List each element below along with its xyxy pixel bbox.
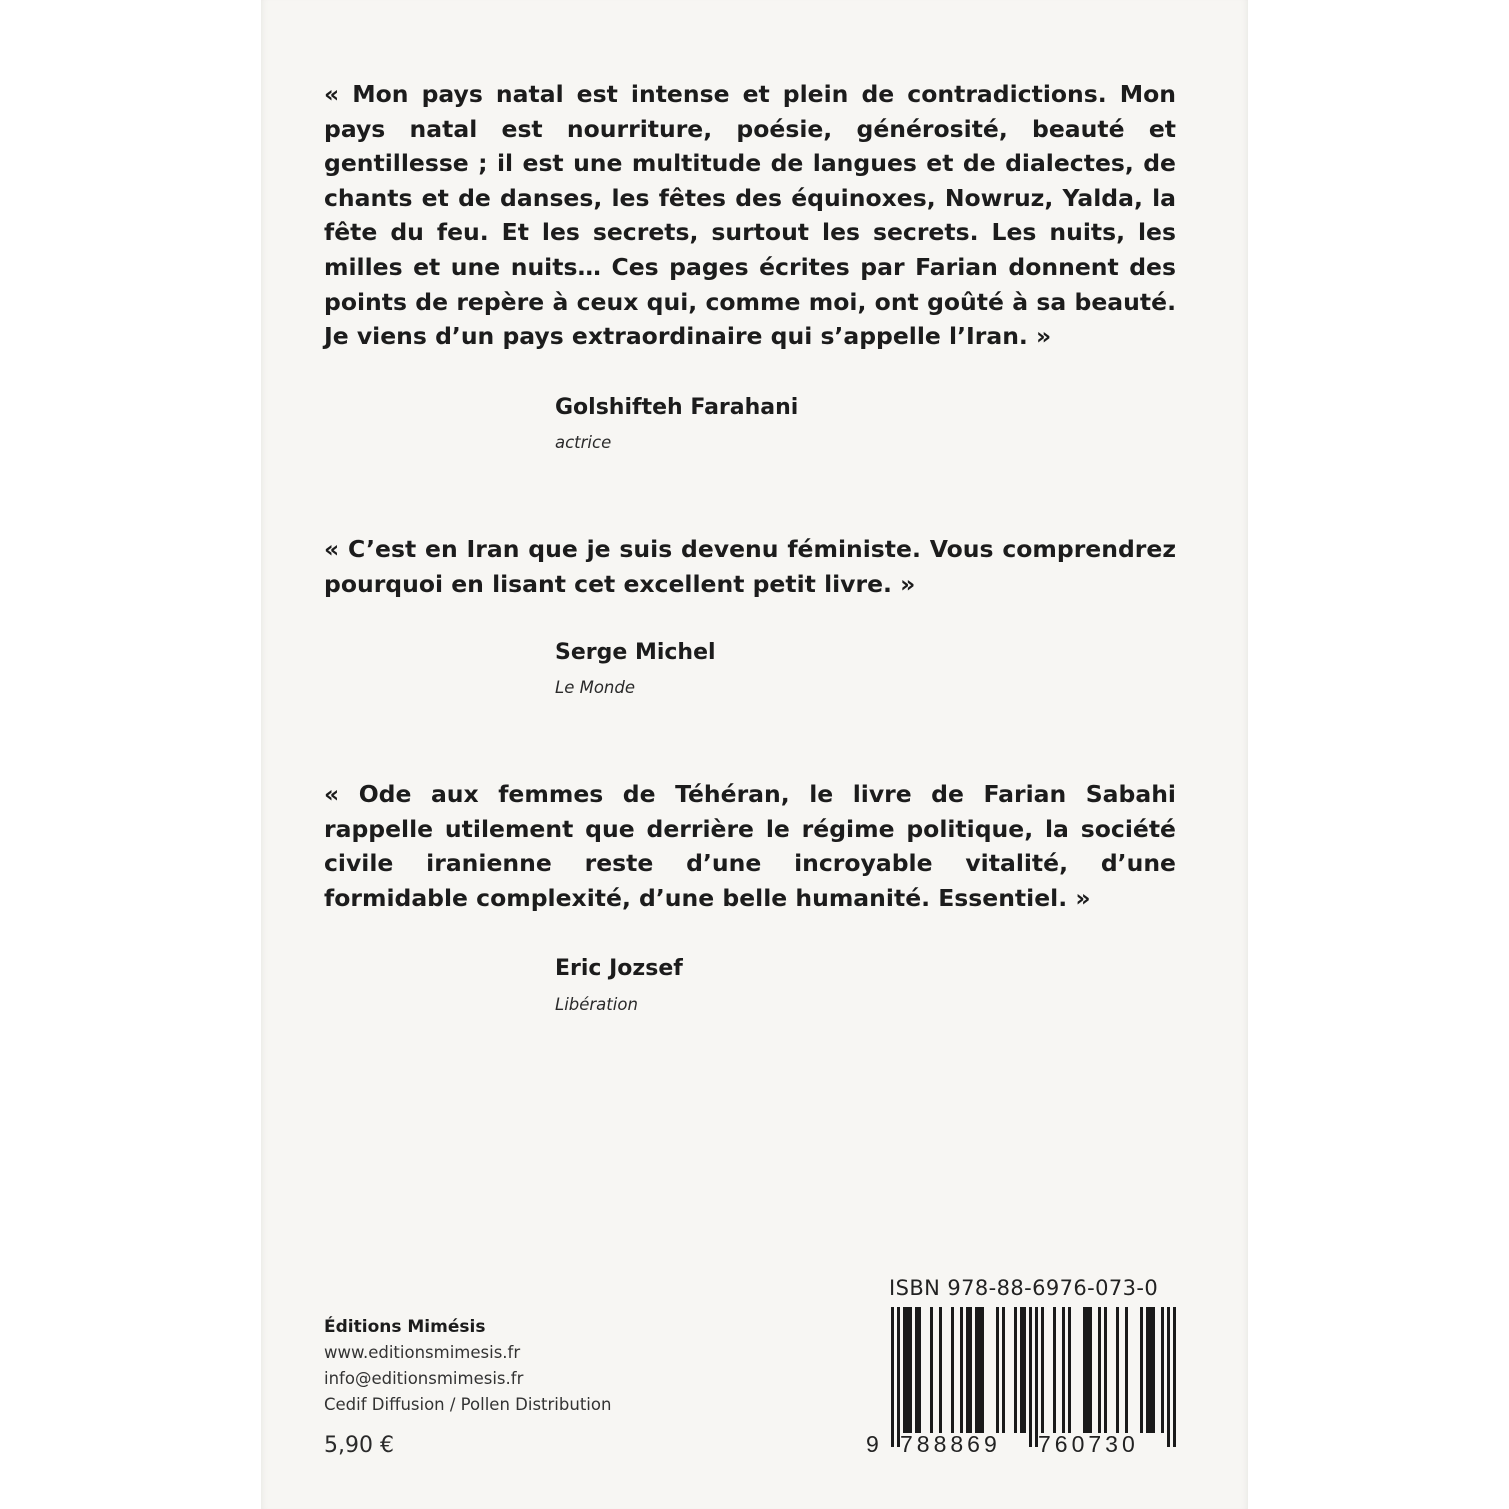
- barcode-bar: [909, 1307, 912, 1433]
- barcode-bar: [1020, 1307, 1023, 1433]
- barcode-bar: [981, 1307, 984, 1433]
- quote-author: Eric Jozsef: [555, 956, 683, 981]
- barcode-bar: [1104, 1307, 1107, 1433]
- publisher-distribution: Cedif Diffusion / Pollen Distribution: [324, 1395, 612, 1414]
- quote-source: Le Monde: [555, 678, 636, 697]
- barcode-bar: [1167, 1307, 1170, 1447]
- quote-jozsef: « Ode aux femmes de Téhéran, le livre de Farian Sabahi rappelle utilement que derrière le régime politique, la société civile iranienne reste d’une incroyable vitalité, d’une formidable complexité, d’une belle humanité. Essentiel. »: [324, 780, 1176, 912]
- barcode-bar: [966, 1307, 969, 1433]
- quote-source: Libération: [555, 995, 638, 1014]
- barcode-bar: [906, 1307, 909, 1433]
- barcode-bar: [1023, 1307, 1026, 1433]
- quote-farahani: « Mon pays natal est intense et plein de contradictions. Mon pays natal est nourriture, poésie, générosité, beauté et gentillesse ; il est une multitude de langues et de dialectes, de chants et de danses, les fêtes des équinoxes, Nowruz, Yalda, la fête du feu. Et les secrets, surtout les secrets. Les nuits, les milles et une nuits… Ces pages écrites par Farian donnent des points de repère à ceux qui, comme moi, ont goûté à sa beauté. Je viens d’un pays extraordinaire qui s’appelle l’Iran. »: [324, 80, 1176, 351]
- barcode-bar: [918, 1307, 921, 1433]
- barcode-bar: [1140, 1307, 1143, 1433]
- barcode-bar: [897, 1307, 900, 1447]
- barcode-icon: [891, 1307, 1176, 1447]
- barcode-bar: [1035, 1307, 1038, 1447]
- barcode-bar: [1152, 1307, 1155, 1433]
- barcode-bar: [1116, 1307, 1119, 1433]
- publisher-email: info@editionsmimesis.fr: [324, 1369, 524, 1388]
- barcode-bar: [1089, 1307, 1092, 1433]
- barcode-digit-first: 9: [866, 1431, 879, 1457]
- barcode-bar: [1029, 1307, 1032, 1447]
- quote-author: Golshifteh Farahani: [555, 395, 799, 420]
- barcode-bar: [1068, 1307, 1071, 1433]
- barcode-bar: [903, 1307, 906, 1433]
- barcode-bar: [915, 1307, 918, 1433]
- barcode-bar: [1014, 1307, 1017, 1433]
- barcode-bar: [1146, 1307, 1149, 1433]
- publisher-website: www.editionsmimesis.fr: [324, 1343, 521, 1362]
- barcode-bar: [1161, 1307, 1164, 1433]
- publisher-name: Éditions Mimésis: [324, 1317, 486, 1337]
- barcode-bar: [1083, 1307, 1086, 1433]
- barcode-bar: [1125, 1307, 1128, 1433]
- barcode-bar: [1041, 1307, 1044, 1433]
- barcode-bar: [996, 1307, 999, 1433]
- barcode-bar: [978, 1307, 981, 1433]
- barcode-bar: [975, 1307, 978, 1433]
- barcode-bar: [1002, 1307, 1005, 1433]
- quote-author: Serge Michel: [555, 640, 716, 665]
- barcode-bar: [969, 1307, 972, 1433]
- barcode-bar: [1086, 1307, 1089, 1433]
- barcode-bar: [1149, 1307, 1152, 1433]
- barcode-digits-left: 788869: [900, 1431, 1001, 1457]
- quote-michel: « C’est en Iran que je suis devenu féministe. Vous comprendrez pourquoi en lisant cet excellent petit livre. »: [324, 535, 1176, 598]
- quote-source: actrice: [555, 433, 612, 452]
- barcode-bar: [951, 1307, 954, 1433]
- price: 5,90 €: [324, 1433, 394, 1458]
- barcode-bar: [960, 1307, 963, 1433]
- barcode-bar: [1173, 1307, 1176, 1447]
- barcode-bar: [891, 1307, 894, 1447]
- isbn-label: ISBN 978-88-6976-073-0: [889, 1276, 1159, 1300]
- barcode-digits-right: 760730: [1038, 1431, 1139, 1457]
- barcode-bar: [1053, 1307, 1056, 1433]
- barcode-bar: [930, 1307, 933, 1433]
- barcode-bar: [939, 1307, 942, 1433]
- barcode-bar: [1062, 1307, 1065, 1433]
- barcode-bar: [1098, 1307, 1101, 1433]
